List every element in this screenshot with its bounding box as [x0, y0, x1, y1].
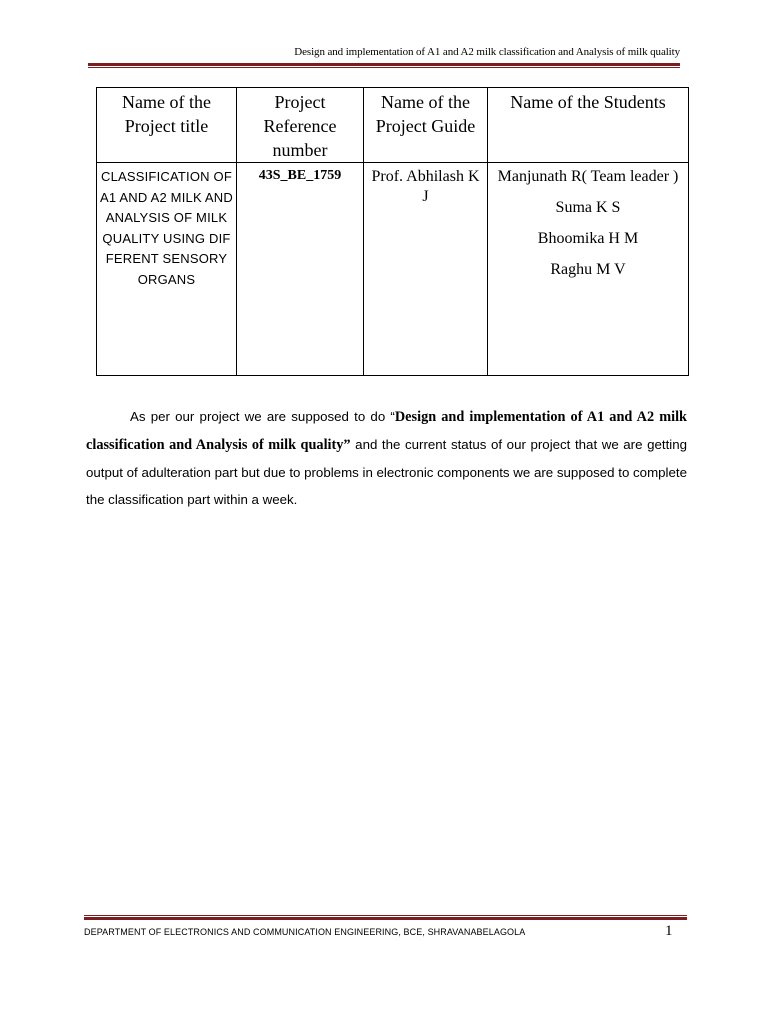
- cell-project-title: CLASSIFICATION OF A1 AND A2 MILK AND ANALYSIS OF MILK QUALITY USING DIFFERENT SENSORY ORGANS: [97, 163, 237, 376]
- header-project-guide: Name of the Project Guide: [364, 88, 488, 163]
- table-header-row: [97, 88, 689, 163]
- student-name: Suma K S: [555, 199, 621, 216]
- paragraph-intro: As per our project we are supposed to do “: [130, 409, 395, 425]
- header-project-title: Name of the Project title: [97, 88, 237, 163]
- footer-rule: [84, 915, 687, 920]
- table-row: [97, 163, 689, 376]
- cell-guide: Prof. Abhilash K J: [364, 163, 488, 376]
- page-number: 1: [665, 923, 673, 939]
- student-name: Raghu M V: [550, 261, 626, 278]
- running-header: Design and implementation of A1 and A2 milk classification and Analysis of milk quality: [294, 46, 680, 58]
- header-reference-number: Project Reference number: [237, 88, 364, 163]
- paragraph-rest: and the current status of our project that we are getting output of adulteration part but due to problems in electronic components we are supposed to complete the classification part within a week.: [86, 437, 688, 508]
- project-details-table: [96, 87, 689, 376]
- footer-department: DEPARTMENT OF ELECTRONICS AND COMMUNICATION ENGINEERING, BCE, SHRAVANABELAGOLA: [84, 927, 526, 937]
- header-rule: [88, 63, 680, 68]
- header-students: Name of the Students: [488, 88, 689, 163]
- student-name: Bhoomika H M: [537, 230, 639, 247]
- student-name: Manjunath R( Team leader ): [497, 168, 679, 185]
- status-paragraph: [86, 403, 687, 513]
- cell-reference-number: 43S_BE_1759: [237, 163, 364, 376]
- cell-students: [488, 163, 689, 376]
- paragraph-bold-title: Design and implementation of A1 and A2 milk classification and Analysis of milk quality”: [86, 409, 688, 454]
